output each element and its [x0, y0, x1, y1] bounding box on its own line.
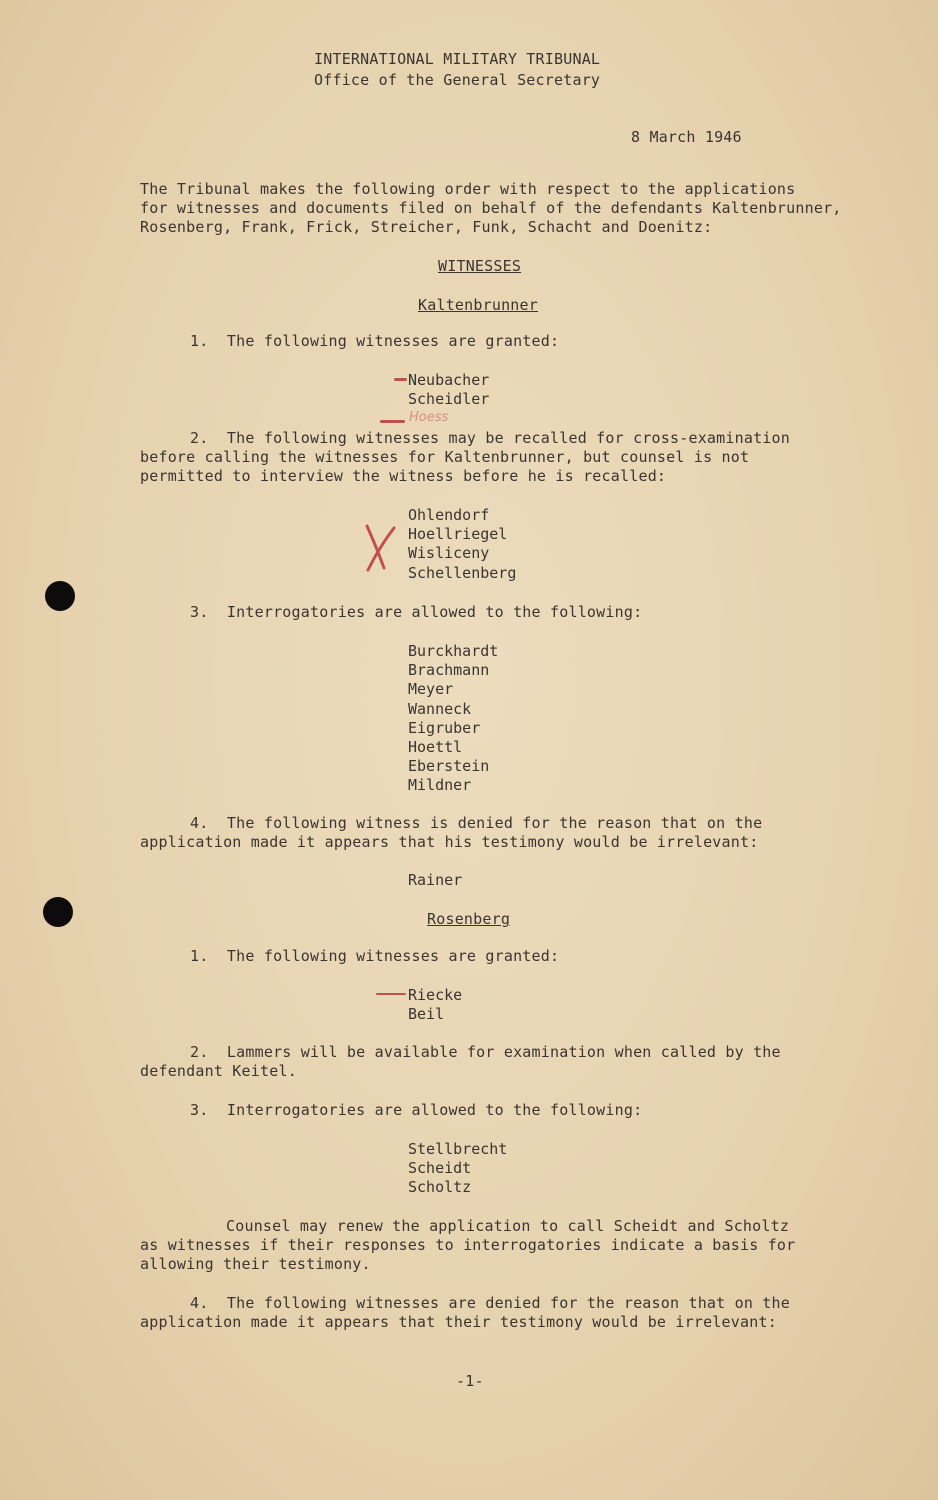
kaltenbrunner-para-1: 1. The following witnesses are granted:	[190, 332, 560, 350]
section-title: WITNESSES	[438, 257, 522, 275]
list-item: Hoettl	[408, 737, 463, 756]
list-item: Scheidler	[408, 390, 490, 409]
counsel-note: as witnesses if their responses to interrogatories indicate a basis for	[140, 1236, 796, 1254]
kaltenbrunner-para-3: 3. Interrogatories are allowed to the following:	[190, 603, 643, 621]
list-item: Rainer	[408, 871, 463, 889]
red-check-mark	[380, 420, 405, 423]
red-x-mark	[362, 522, 398, 574]
list-item: Schellenberg	[408, 563, 517, 582]
rosenberg-para-1: 1. The following witnesses are granted:	[190, 947, 560, 965]
list-item: Burckhardt	[408, 642, 499, 660]
kaltenbrunner-heading: Kaltenbrunner	[418, 296, 538, 314]
punch-hole-top	[45, 581, 75, 611]
kaltenbrunner-denied-list	[408, 871, 462, 890]
list-item: Scheidt	[408, 1159, 472, 1178]
intro-line: for witnesses and documents filed on behalf of the defendants Kaltenbrunner,	[140, 199, 842, 217]
rosenberg-para-2: 2. Lammers will be available for examination when called by the	[190, 1043, 781, 1061]
list-item: Riecke	[408, 986, 463, 1004]
rosenberg-para-4: 4. The following witnesses are denied for the reason that on the	[190, 1294, 790, 1312]
kaltenbrunner-para-2: permitted to interview the witness before he is recalled:	[140, 467, 667, 485]
header-org: INTERNATIONAL MILITARY TRIBUNAL	[314, 50, 601, 68]
intro-line: The Tribunal makes the following order with respect to the applications	[140, 180, 796, 198]
rosenberg-para-3: 3. Interrogatories are allowed to the following:	[190, 1101, 643, 1119]
list-item: Wisliceny	[408, 544, 490, 563]
kaltenbrunner-granted-list	[408, 371, 489, 409]
list-item: Eberstein	[408, 757, 490, 776]
kaltenbrunner-para-4: 4. The following witness is denied for the reason that on the	[190, 814, 763, 832]
list-item: Wanneck	[408, 699, 472, 718]
punch-hole-bottom	[43, 897, 73, 927]
list-item: Beil	[408, 1005, 445, 1024]
list-item: Hoellriegel	[408, 525, 508, 544]
red-check-mark	[376, 993, 406, 995]
handwritten-addition: Hoess	[409, 410, 449, 425]
kaltenbrunner-recalled-list	[408, 506, 516, 583]
kaltenbrunner-para-2: 2. The following witnesses may be recalled for cross-examination	[190, 429, 790, 447]
red-check-mark	[394, 378, 407, 381]
list-item: Brachmann	[408, 661, 490, 680]
kaltenbrunner-para-4: application made it appears that his testimony would be irrelevant:	[140, 833, 759, 851]
intro-line: Rosenberg, Frank, Frick, Streicher, Funk, Schacht and Doenitz:	[140, 218, 713, 236]
list-item: Meyer	[408, 680, 454, 699]
header-office: Office of the General Secretary	[314, 71, 601, 89]
rosenberg-granted-list	[408, 986, 462, 1024]
kaltenbrunner-para-2: before calling the witnesses for Kaltenbrunner, but counsel is not	[140, 448, 750, 466]
list-item: Scholtz	[408, 1178, 472, 1197]
list-item: Mildner	[408, 776, 472, 795]
rosenberg-interrogatories-list	[408, 1140, 507, 1198]
rosenberg-para-4: application made it appears that their testimony would be irrelevant:	[140, 1313, 777, 1331]
document-date: 8 March 1946	[631, 128, 742, 146]
counsel-note: allowing their testimony.	[140, 1255, 371, 1273]
list-item: Eigruber	[408, 718, 481, 737]
list-item: Neubacher	[408, 371, 490, 389]
rosenberg-para-2: defendant Keitel.	[140, 1062, 297, 1080]
list-item: Ohlendorf	[408, 506, 490, 524]
page-number: -1-	[456, 1372, 484, 1390]
rosenberg-heading: Rosenberg	[427, 910, 511, 928]
list-item: Stellbrecht	[408, 1140, 508, 1158]
counsel-note: Counsel may renew the application to call Scheidt and Scholtz	[226, 1217, 790, 1235]
kaltenbrunner-interrogatories-list	[408, 642, 498, 796]
